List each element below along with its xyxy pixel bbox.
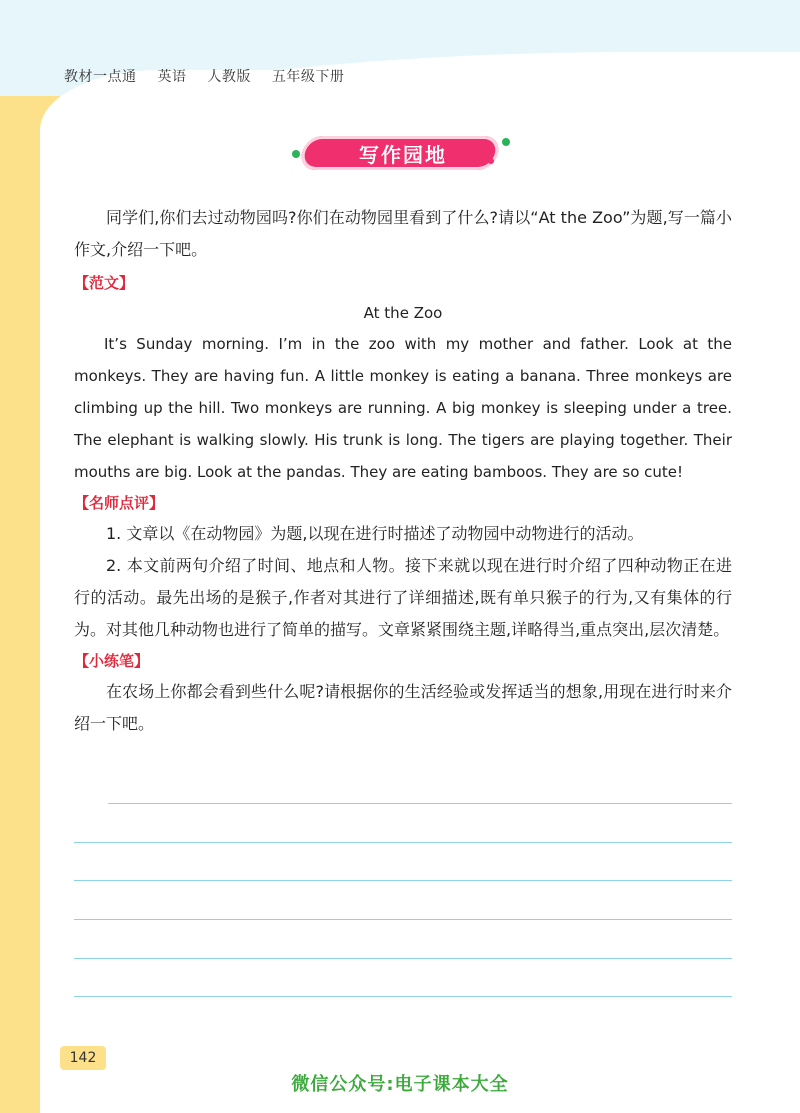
header-book-name: 教材一点通	[64, 69, 137, 85]
writing-line	[74, 996, 732, 997]
main-content	[74, 202, 732, 740]
writing-line	[74, 842, 732, 843]
writing-prompt: 同学们,你们去过动物园吗?你们在动物园里看到了什么?请以“At the Zoo”为题,写一篇小作文,介绍一下吧。	[74, 208, 732, 259]
review-point-2: 2. 本文前两句介绍了时间、地点和人物。接下来就以现在进行时介绍了四种动物正在进行的活动。最先出场的是猴子,作者对其进行了详细描述,既有单只猴子的行为,又有集体的行为。对其他几种动物也进行了简单的描写。文章紧紧围绕主题,详略得当,重点突出,层次清楚。	[74, 556, 732, 639]
header-subject: 英语	[157, 69, 187, 85]
sample-tag: 【范文】	[74, 274, 135, 292]
essay-body: It’s Sunday morning. I’m in the zoo with my mother and father. Look at the monkeys. They are having fun. A little monkey is eating a banana. Three monkeys are climbing up the hill. Two monkeys are running. A big monkey is sleeping under a tree. The elephant is walking slowly. His trunk is long. The tigers are playing together. Their mouths are big. Look at the pandas. They are eating bamboos. They are so cute!	[74, 335, 732, 481]
header-edition: 人教版	[207, 69, 251, 85]
writing-line	[74, 880, 732, 881]
essay-title: At the Zoo	[363, 304, 443, 322]
page-number: 142	[60, 1046, 106, 1070]
section-banner	[288, 134, 518, 174]
footer-watermark: 微信公众号:电子课本大全	[291, 1074, 509, 1095]
practice-tag: 【小练笔】	[74, 652, 150, 670]
practice-prompt: 在农场上你都会看到些什么呢?请根据你的生活经验或发挥适当的想象,用现在进行时来介绍一下吧。	[74, 682, 732, 733]
review-tag: 【名师点评】	[74, 494, 165, 512]
writing-line	[108, 803, 732, 804]
writing-line	[74, 919, 732, 920]
section-title: 写作园地	[359, 143, 447, 167]
running-header	[64, 66, 354, 86]
writing-line	[74, 958, 732, 959]
review-point-1: 1. 文章以《在动物园》为题,以现在进行时描述了动物园中动物进行的活动。	[106, 524, 644, 543]
header-grade: 五年级下册	[271, 69, 345, 85]
